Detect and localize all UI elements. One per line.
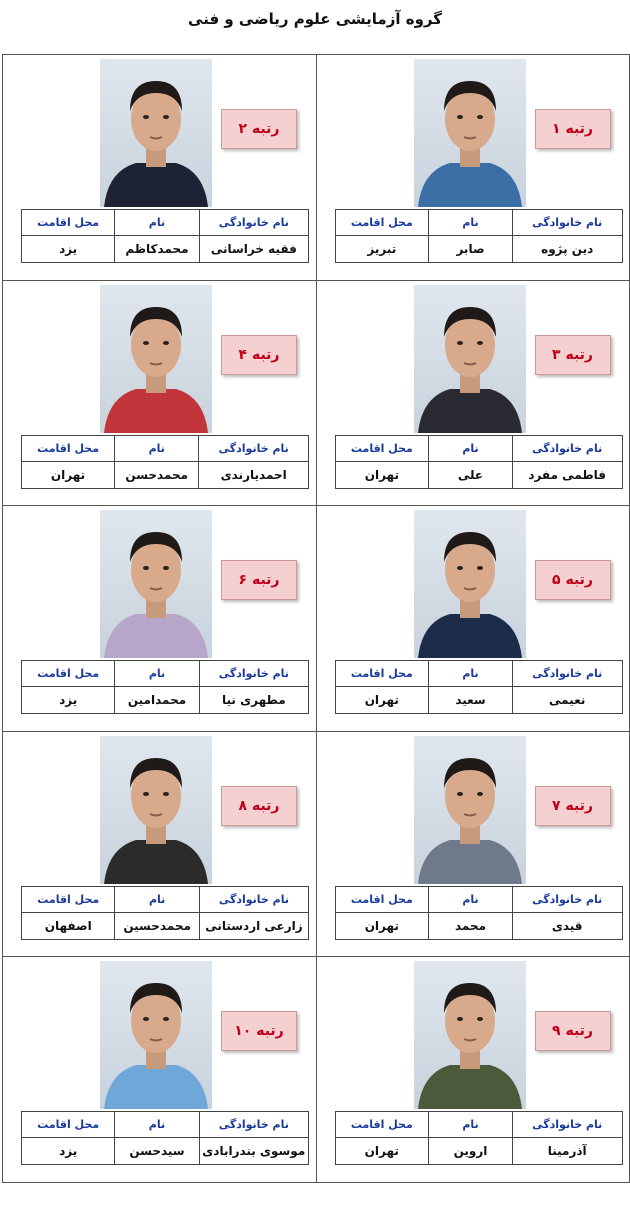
student-photo xyxy=(100,736,212,884)
student-card xyxy=(317,55,630,281)
header-city: محل اقامت xyxy=(22,210,115,236)
student-city: تهران xyxy=(335,1138,429,1165)
rank-badge: رتبه ۹ xyxy=(535,1011,611,1051)
rank-badge: رتبه ۸ xyxy=(221,786,297,826)
student-name: علی xyxy=(429,461,513,488)
header-city: محل اقامت xyxy=(335,210,429,236)
header-name: نام xyxy=(429,886,513,912)
header-name: نام xyxy=(115,435,199,461)
student-family: موسوی بندرابادی xyxy=(199,1138,308,1165)
header-city: محل اقامت xyxy=(335,886,429,912)
header-name: نام xyxy=(429,210,513,236)
header-city: محل اقامت xyxy=(335,435,429,461)
header-city: محل اقامت xyxy=(22,661,115,687)
header-family: نام خانوادگی xyxy=(512,435,622,461)
rank-badge: رتبه ۳ xyxy=(535,335,611,375)
header-city: محل اقامت xyxy=(22,435,115,461)
student-photo xyxy=(100,961,212,1109)
student-photo xyxy=(100,285,212,433)
student-name: محمد xyxy=(429,912,513,939)
student-family: نعیمی xyxy=(512,687,622,714)
header-name: نام xyxy=(115,210,199,236)
student-info-table xyxy=(335,209,623,263)
student-city: اصفهان xyxy=(22,912,115,939)
student-info-table xyxy=(335,886,623,940)
header-name: نام xyxy=(115,1112,199,1138)
student-photo xyxy=(414,736,526,884)
student-info-table xyxy=(335,660,623,714)
header-family: نام خانوادگی xyxy=(512,210,622,236)
header-family: نام خانوادگی xyxy=(199,435,309,461)
student-info-table xyxy=(21,660,309,714)
header-name: نام xyxy=(115,886,199,912)
student-card xyxy=(3,732,317,958)
student-family: قیدی xyxy=(512,912,622,939)
ranking-grid xyxy=(2,54,630,1183)
page-title: گروه آزمایشی علوم ریاضی و فنی xyxy=(188,10,442,28)
student-name: محمدحسن xyxy=(115,461,199,488)
student-info-table xyxy=(335,1111,623,1165)
student-card xyxy=(317,506,630,732)
rank-badge: رتبه ۴ xyxy=(221,335,297,375)
student-info-table xyxy=(21,1111,309,1165)
student-card xyxy=(3,957,317,1183)
header-family: نام خانوادگی xyxy=(199,210,308,236)
student-city: تهران xyxy=(335,912,429,939)
rank-badge: رتبه ۵ xyxy=(535,560,611,600)
rank-badge: رتبه ۲ xyxy=(221,109,297,149)
student-photo xyxy=(100,59,212,207)
student-name: سیدحسن xyxy=(115,1138,199,1165)
student-photo xyxy=(414,510,526,658)
rank-badge: رتبه ۱ xyxy=(535,109,611,149)
student-family: زارعی اردستانی xyxy=(199,912,308,939)
student-name: صابر xyxy=(429,236,513,263)
student-card xyxy=(3,55,317,281)
student-photo xyxy=(100,510,212,658)
header-family: نام خانوادگی xyxy=(199,1112,308,1138)
rank-badge: رتبه ۷ xyxy=(535,786,611,826)
header-name: نام xyxy=(429,661,513,687)
student-card xyxy=(3,281,317,507)
student-card xyxy=(317,957,630,1183)
header-family: نام خانوادگی xyxy=(512,886,622,912)
header-city: محل اقامت xyxy=(335,1112,429,1138)
rank-badge: رتبه ۶ xyxy=(221,560,297,600)
student-info-table xyxy=(21,435,309,489)
student-family: آذرمینا xyxy=(512,1138,622,1165)
student-city: تهران xyxy=(335,461,429,488)
student-family: احمدیارندی xyxy=(199,461,309,488)
header-name: نام xyxy=(429,1112,513,1138)
student-name: اروین xyxy=(429,1138,513,1165)
student-photo xyxy=(414,285,526,433)
student-family: فقیه خراسانی xyxy=(199,236,308,263)
header-name: نام xyxy=(115,661,199,687)
student-name: سعید xyxy=(429,687,513,714)
student-name: محمدامین xyxy=(115,687,199,714)
student-city: یزد xyxy=(22,1138,115,1165)
student-photo xyxy=(414,961,526,1109)
header-city: محل اقامت xyxy=(335,661,429,687)
student-city: یزد xyxy=(22,687,115,714)
student-family: دین پژوه xyxy=(512,236,622,263)
rank-badge: رتبه ۱۰ xyxy=(221,1011,297,1051)
student-name: محمدحسین xyxy=(115,912,199,939)
student-city: تبریز xyxy=(335,236,429,263)
header-family: نام خانوادگی xyxy=(512,1112,622,1138)
student-photo xyxy=(414,59,526,207)
header-city: محل اقامت xyxy=(22,886,115,912)
student-info-table xyxy=(335,435,623,489)
student-city: تهران xyxy=(22,461,115,488)
student-family: فاطمی مفرد xyxy=(512,461,622,488)
header-family: نام خانوادگی xyxy=(199,661,308,687)
student-card xyxy=(3,506,317,732)
header-city: محل اقامت xyxy=(22,1112,115,1138)
header-family: نام خانوادگی xyxy=(199,886,308,912)
student-city: یزد xyxy=(22,236,115,263)
student-name: محمدکاظم xyxy=(115,236,199,263)
header-name: نام xyxy=(429,435,513,461)
student-info-table xyxy=(21,209,309,263)
student-card xyxy=(317,281,630,507)
student-card xyxy=(317,732,630,958)
student-family: مطهری نیا xyxy=(199,687,308,714)
student-city: تهران xyxy=(335,687,429,714)
student-info-table xyxy=(21,886,309,940)
header-family: نام خانوادگی xyxy=(512,661,622,687)
